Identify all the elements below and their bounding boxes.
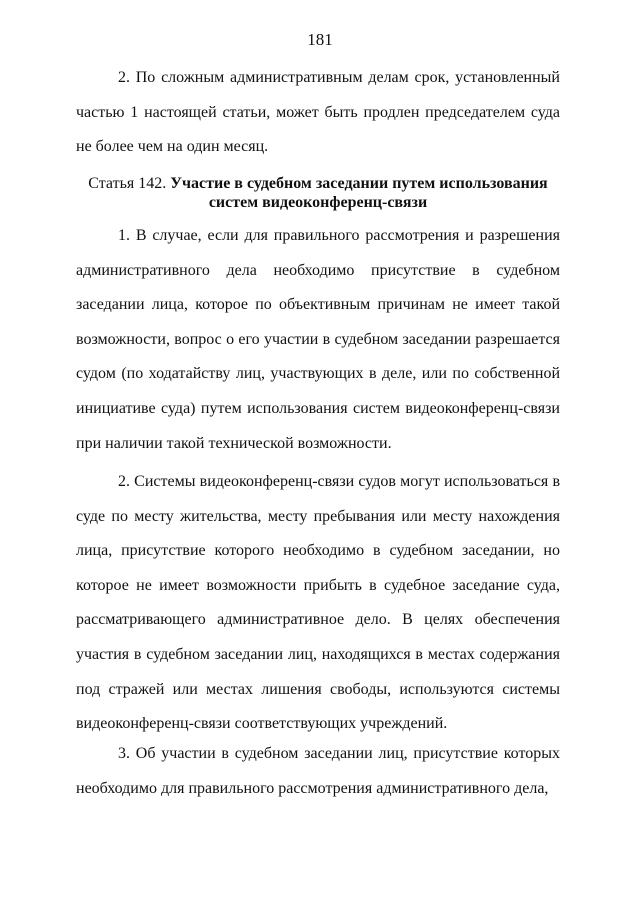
paragraph-part-1: 1. В случае, если для правильного рассмотрения и разрешения административного дела необходимо присутствие в судебном заседании лица, которое по объективным причинам не имеет такой возможности, вопрос о его участии в судебном заседании разрешается судом (по ходатайству лиц, участвующих в деле, или по собственной инициативе суда) путем использования систем видеоконференц-связи при наличии такой технической возможности. bbox=[76, 227, 560, 452]
page-number: 181 bbox=[307, 30, 333, 49]
paragraph-part-2: 2. Системы видеоконференц-связи судов могут использоваться в суде по месту жительства, месту пребывания или месту нахождения лица, присутствие которого необходимо в судебном заседании, но которое не имеет возможности прибыть в судебное заседание суда, рассматривающего административное дело. В целях обеспечения участия в судебном заседании лиц, находящихся в местах содержания под стражей или местах лишения свободы, используются системы видеоконференц-связи соответствующих учреждений. bbox=[76, 473, 560, 733]
article-heading bbox=[76, 174, 560, 212]
paragraph-part-3: 3. Об участии в судебном заседании лиц, присутствие которых необходимо для правильного рассмотрения административного дела, bbox=[76, 745, 560, 797]
article-label: Статья 142. bbox=[88, 175, 167, 192]
article-title: Участие в судебном заседании путем использования систем видеоконференц-связи bbox=[170, 175, 548, 211]
paragraph-previous-article-part-2: 2. По сложным административным делам срок, установленный частью 1 настоящей статьи, может быть продлен председателем суда не более чем на один месяц. bbox=[76, 69, 560, 156]
